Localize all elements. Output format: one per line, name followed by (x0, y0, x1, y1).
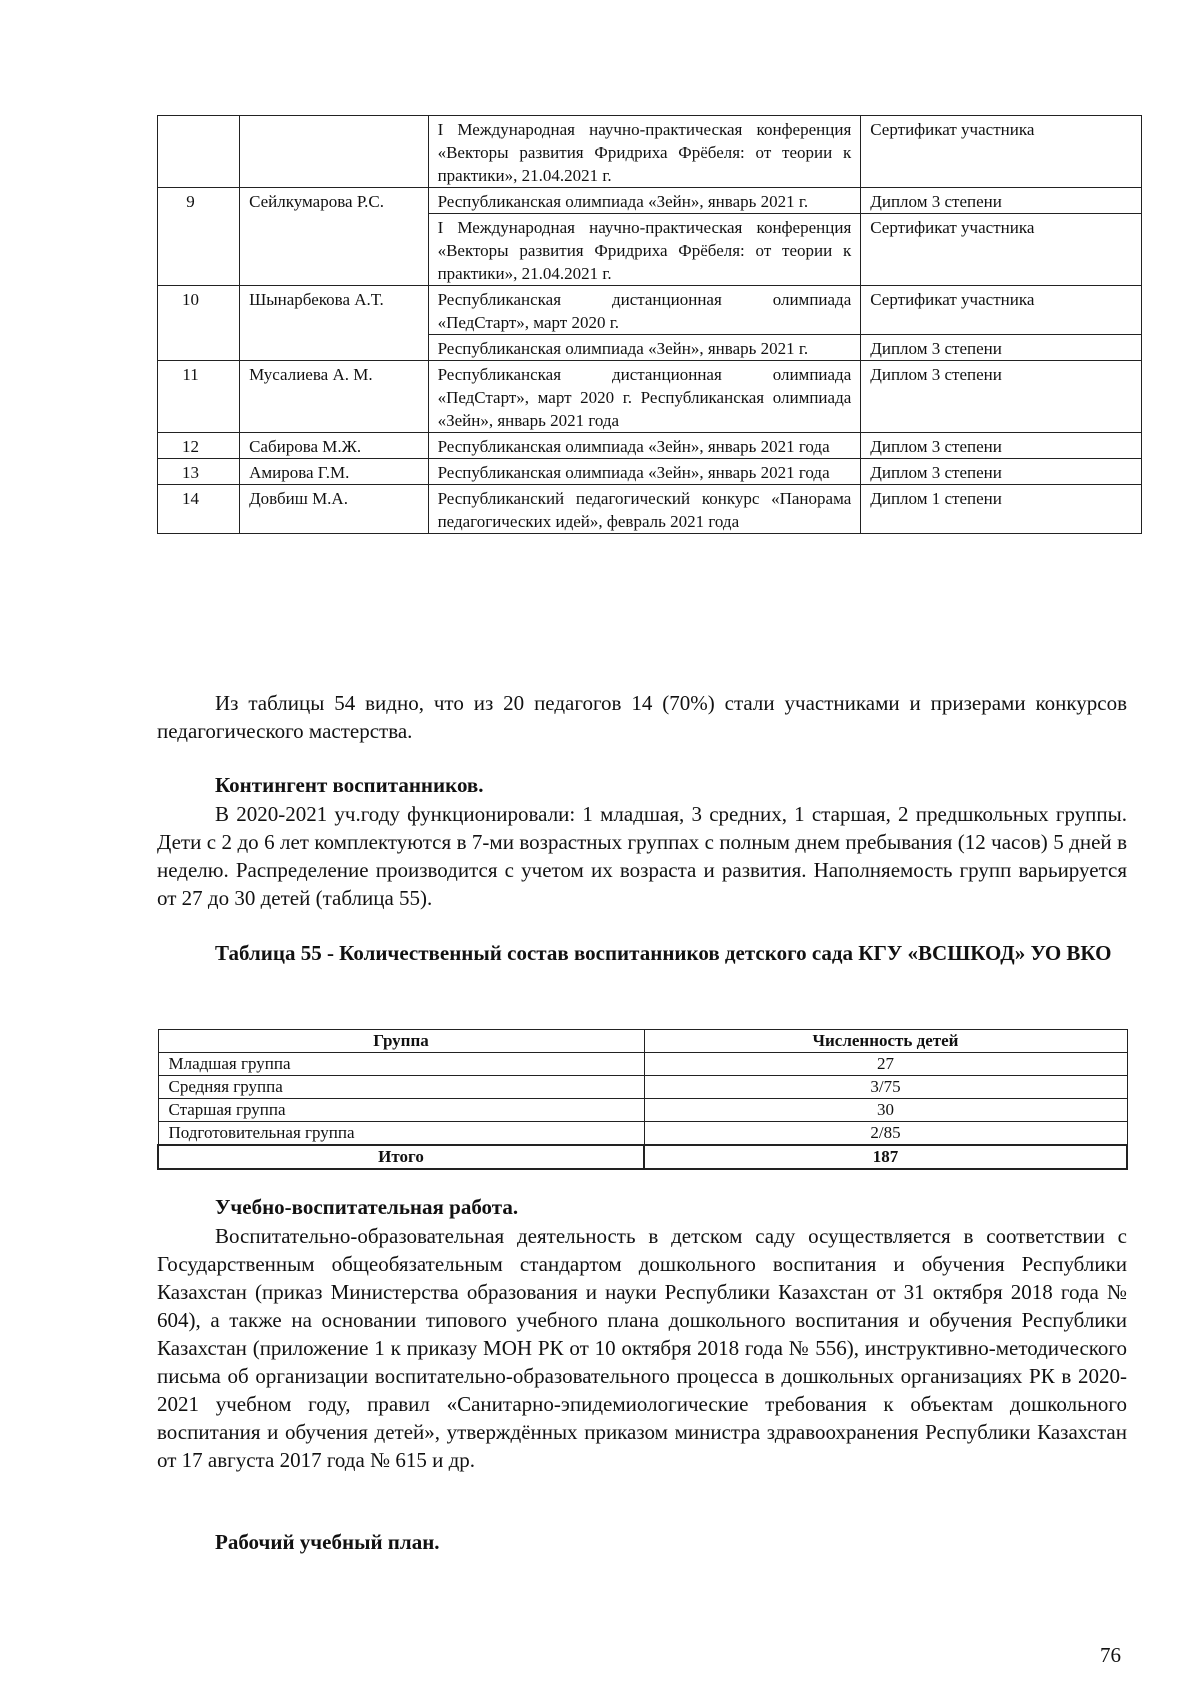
contingent-heading: Контингент воспитанников. (215, 773, 484, 797)
result-cell: Сертификат участника (861, 286, 1142, 335)
table-total-row (158, 1145, 1127, 1169)
group-name: Младшая группа (158, 1053, 644, 1076)
children-count: 27 (644, 1053, 1127, 1076)
event-cell: Республиканская олимпиада «Зейн», январь 2021 года (428, 459, 861, 485)
row-number: 14 (158, 485, 240, 534)
total-count: 187 (644, 1145, 1127, 1169)
event-cell: Республиканская олимпиада «Зейн», январь 2021 года (428, 433, 861, 459)
group-name: Подготовительная группа (158, 1122, 644, 1146)
event-cell: Республиканская олимпиада «Зейн», январь 2021 г. (428, 335, 861, 361)
column-header-group: Группа (158, 1030, 644, 1053)
children-count: 30 (644, 1099, 1127, 1122)
result-cell: Диплом 3 степени (861, 188, 1142, 214)
result-cell: Диплом 3 степени (861, 433, 1142, 459)
event-cell: Республиканская дистанционная олимпиада «ПедСтарт», март 2020 г. Республиканская олимпиада «Зейн», январь 2021 года (428, 361, 861, 433)
work-paragraph: Воспитательно-образовательная деятельность в детском саду осуществляется в соответствии с Государственным общеобязательным стандартом дошкольного воспитания и обучения Республики Казахстан (приказ Министерства образования и науки Республики Казахстан от 31 октября 2018 года № 604), а также на основании типового учебного плана дошкольного воспитания и обучения Республики Казахстан (приложение 1 к приказу МОН РК от 10 октября 2018 года № 556), инструктивно-методического письма об организации воспитательно-образовательного процесса в дошкольных организациях РК в 2020-2021 учебном году, правил «Санитарно-эпидемиологические требования к объектам дошкольного воспитания и обучения детей», утверждённых приказом министра здравоохранения Республики Казахстан от 17 августа 2017 года № 615 и др. (157, 1224, 1127, 1472)
table-header-row (158, 1030, 1127, 1053)
group-name: Старшая группа (158, 1099, 644, 1122)
teacher-name (240, 116, 428, 188)
children-count: 2/85 (644, 1122, 1127, 1146)
table-row (158, 459, 1142, 485)
result-cell: Диплом 3 степени (861, 459, 1142, 485)
result-cell: Диплом 1 степени (861, 485, 1142, 534)
table-row (158, 188, 1142, 214)
row-number (158, 116, 240, 188)
row-number: 11 (158, 361, 240, 433)
result-cell: Сертификат участника (861, 214, 1142, 286)
group-name: Средняя группа (158, 1076, 644, 1099)
contingent-paragraph: В 2020-2021 уч.году функционировали: 1 младшая, 3 средних, 1 старшая, 2 предшкольных группы. Дети с 2 до 6 лет комплектуются в 7-ми возрастных группах с полным днем пребывания (12 часов) 5 дней в неделю. Распределение производится с учетом их возраста и развития. Наполняемость групп варьируется от 27 до 30 детей (таблица 55). (157, 802, 1127, 910)
work-heading: Учебно-воспитательная работа. (215, 1195, 519, 1219)
teacher-name: Амирова Г.М. (240, 459, 428, 485)
table-row (158, 485, 1142, 534)
table55-caption: Таблица 55 - Количественный состав воспитанников детского сада КГУ «ВСШКОД» УО ВКО (215, 941, 1112, 965)
event-cell: I Международная научно-практическая конференция «Векторы развития Фридриха Фрёбеля: от теории к практики», 21.04.2021 г. (428, 214, 861, 286)
total-label: Итого (158, 1145, 644, 1169)
table-row (158, 1076, 1127, 1099)
column-header-count: Численность детей (644, 1030, 1127, 1053)
teacher-name: Довбиш М.А. (240, 485, 428, 534)
page-number: 76 (1100, 1643, 1121, 1667)
event-cell: Республиканская олимпиада «Зейн», январь 2021 г. (428, 188, 861, 214)
row-number: 9 (158, 188, 240, 286)
table-row (158, 433, 1142, 459)
event-cell: Республиканский педагогический конкурс «Панорама педагогических идей», февраль 2021 года (428, 485, 861, 534)
event-cell: Республиканская дистанционная олимпиада «ПедСтарт», март 2020 г. (428, 286, 861, 335)
children-count-table (157, 1029, 1128, 1170)
teacher-name: Сейлкумарова Р.С. (240, 188, 428, 286)
result-cell: Сертификат участника (861, 116, 1142, 188)
children-count: 3/75 (644, 1076, 1127, 1099)
teacher-name: Шынарбекова А.Т. (240, 286, 428, 361)
table-row (158, 1053, 1127, 1076)
row-number: 10 (158, 286, 240, 361)
awards-table-continued (157, 115, 1142, 534)
summary-paragraph: Из таблицы 54 видно, что из 20 педагогов 14 (70%) стали участниками и призерами конкурсов педагогического мастерства. (157, 691, 1127, 743)
table-row (158, 286, 1142, 335)
row-number: 13 (158, 459, 240, 485)
result-cell: Диплом 3 степени (861, 335, 1142, 361)
table-row (158, 1099, 1127, 1122)
plan-heading: Рабочий учебный план. (215, 1530, 440, 1554)
table-row (158, 361, 1142, 433)
teacher-name: Сабирова М.Ж. (240, 433, 428, 459)
row-number: 12 (158, 433, 240, 459)
table-row (158, 1122, 1127, 1146)
teacher-name: Мусалиева А. М. (240, 361, 428, 433)
result-cell: Диплом 3 степени (861, 361, 1142, 433)
event-cell: I Международная научно-практическая конференция «Векторы развития Фридриха Фрёбеля: от теории к практики», 21.04.2021 г. (428, 116, 861, 188)
table-row (158, 116, 1142, 188)
